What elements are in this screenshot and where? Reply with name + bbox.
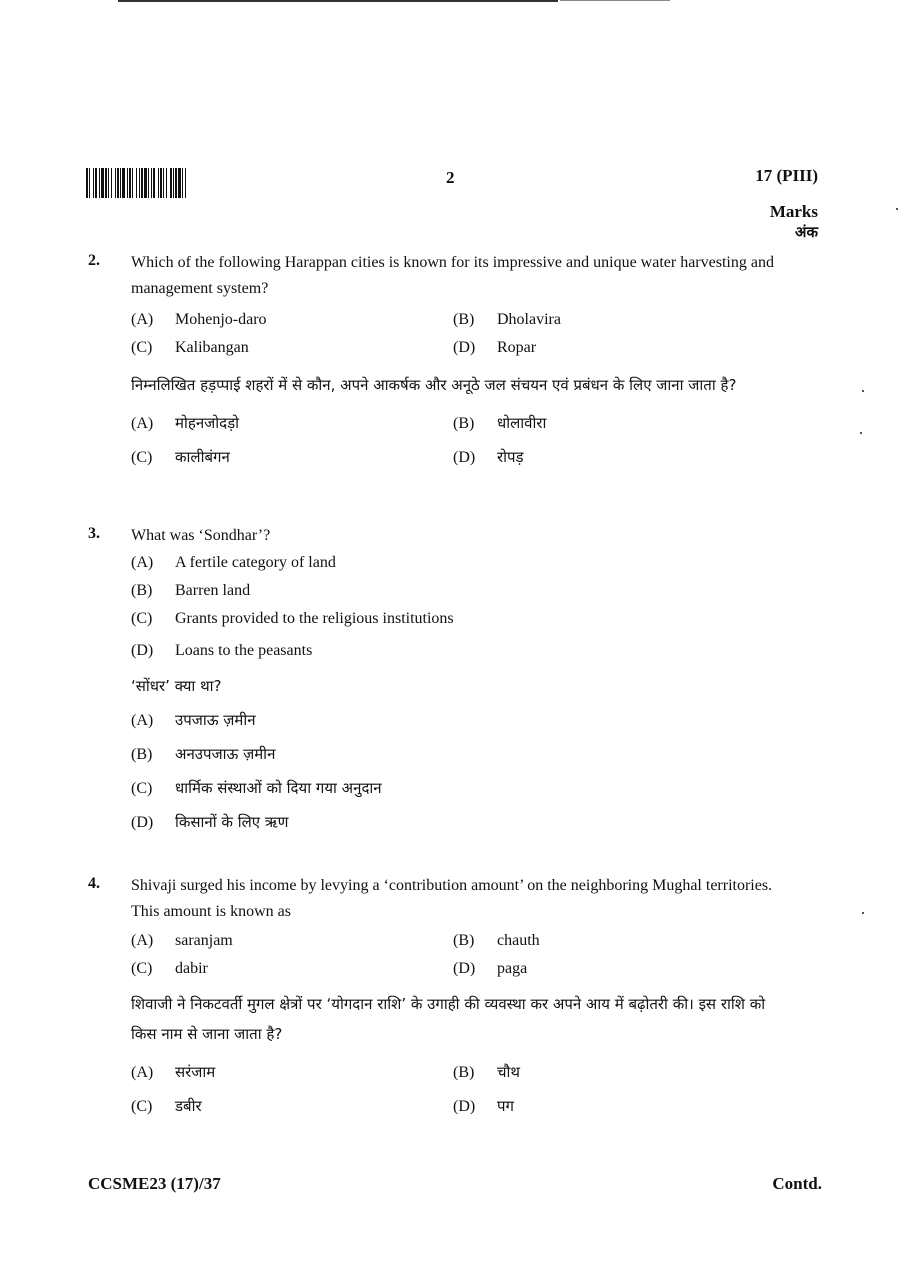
marks-label-hi: अंक: [795, 223, 818, 242]
options-en: [131, 927, 788, 983]
option-c-en: [131, 605, 788, 633]
barcode-bar: [122, 168, 125, 198]
option-text: पग: [497, 1097, 514, 1115]
option-b-en: [453, 306, 775, 334]
option-text: Barren land: [175, 582, 251, 599]
barcode-bar: [173, 168, 174, 198]
options-hi: [131, 406, 788, 474]
option-text: paga: [497, 960, 528, 977]
barcode-bar: [120, 168, 121, 198]
option-c-en: [131, 955, 453, 983]
options-en: [131, 549, 788, 665]
option-label: (C): [131, 610, 153, 627]
option-d-hi: [453, 1089, 775, 1123]
option-d-en: [453, 955, 775, 983]
barcode-bar: [117, 168, 119, 198]
barcode-bar: [148, 168, 149, 198]
barcode-image: [86, 168, 278, 198]
barcode-bar: [182, 168, 183, 198]
page-number: 2: [446, 168, 455, 187]
option-a-hi: [131, 1055, 453, 1089]
option-c-hi: [131, 771, 788, 805]
option-d-en: [131, 637, 788, 665]
barcode-bar: [175, 168, 177, 198]
barcode-bar: [89, 168, 90, 198]
question-text-hi: ‘सोंधर’ क्या था?: [131, 677, 222, 695]
option-d-en: [453, 334, 775, 362]
question-text-en: Which of the following Harappan cities is known for its impressive and unique water harvesting and management system?: [131, 254, 774, 297]
option-a-hi: [131, 703, 788, 737]
option-text: Ropar: [497, 339, 537, 356]
option-text: Mohenjo-daro: [175, 311, 267, 328]
barcode-bar: [101, 168, 104, 198]
barcode-bar: [95, 168, 97, 198]
paper-code: 17 (PIII): [755, 166, 818, 185]
question-text-hi: निम्नलिखित हड़प्पाई शहरों में से कौन, अपने आकर्षक और अनूठे जल संचयन एवं प्रबंधन के लिए जाना जाता है?: [131, 376, 737, 394]
scan-speck: [896, 208, 898, 210]
barcode-bar: [158, 168, 159, 198]
option-label: (A): [131, 311, 154, 328]
option-label: (B): [453, 932, 475, 949]
option-a-hi: [131, 406, 453, 440]
option-text: dabir: [175, 960, 208, 977]
option-text: रोपड़: [497, 448, 524, 466]
barcode-bar: [129, 168, 131, 198]
barcode-bar: [151, 168, 152, 198]
barcode-bar: [108, 168, 109, 198]
barcode-bar: [132, 168, 133, 198]
option-label: (D): [453, 1098, 476, 1115]
barcode-bar: [170, 168, 172, 198]
footer-continued: Contd.: [772, 1174, 822, 1193]
question-text-en: What was ‘Sondhar’?: [131, 527, 271, 544]
question-3: [88, 523, 788, 839]
barcode-bar: [141, 168, 143, 198]
option-label: (C): [131, 960, 153, 977]
option-label: (D): [453, 339, 476, 356]
barcode-bar: [139, 168, 140, 198]
option-b-hi: [453, 1055, 775, 1089]
barcode-bar: [136, 168, 137, 198]
option-label: (A): [131, 712, 154, 729]
option-text: डबीर: [175, 1097, 202, 1115]
option-label: (C): [131, 1098, 153, 1115]
option-label: (A): [131, 1064, 154, 1081]
question-4: [88, 873, 788, 1123]
option-label: (C): [131, 339, 153, 356]
question-number: 3.: [88, 525, 100, 542]
option-text: Loans to the peasants: [175, 642, 313, 659]
option-b-en: [453, 927, 775, 955]
option-text: Dholavira: [497, 311, 561, 328]
top-rule: [118, 0, 558, 2]
option-text: अनउपजाऊ ज़मीन: [175, 745, 276, 763]
option-c-hi: [131, 440, 453, 474]
option-text: सरंजाम: [175, 1063, 216, 1081]
barcode-bar: [111, 168, 112, 198]
question-text-hi: शिवाजी ने निकटवर्ती मुगल क्षेत्रों पर ‘योगदान राशि’ के उगाही की व्यवस्था कर अपने आय में बढ़ोतरी की। इस राशि को किस नाम से जाना जाता है?: [131, 995, 766, 1043]
option-b-hi: [453, 406, 775, 440]
option-text: chauth: [497, 932, 540, 949]
question-number: 4.: [88, 875, 100, 892]
option-label: (C): [131, 780, 153, 797]
option-label: (B): [131, 746, 153, 763]
barcode-bar: [185, 168, 186, 198]
barcode-bar: [115, 168, 116, 198]
barcode-bar: [144, 168, 147, 198]
barcode-bar: [86, 168, 88, 198]
barcode-bar: [105, 168, 107, 198]
barcode-bar: [178, 168, 181, 198]
option-text: Kalibangan: [175, 339, 249, 356]
option-label: (D): [131, 642, 154, 659]
option-text: Grants provided to the religious institutions: [175, 610, 454, 627]
option-b-en: [131, 577, 788, 605]
option-text: धार्मिक संस्थाओं को दिया गया अनुदान: [175, 779, 382, 797]
option-a-en: [131, 549, 788, 577]
option-text: उपजाऊ ज़मीन: [175, 711, 256, 729]
barcode-bar: [153, 168, 155, 198]
option-label: (D): [453, 960, 476, 977]
options-en: [131, 306, 788, 362]
option-label: (B): [453, 1064, 475, 1081]
scan-speck: [862, 390, 864, 392]
option-label: (B): [453, 311, 475, 328]
option-label: (C): [131, 449, 153, 466]
barcode-bar: [160, 168, 162, 198]
option-text: saranjam: [175, 932, 233, 949]
barcode-bar: [93, 168, 94, 198]
question-text-en: Shivaji surged his income by levying a ‘contribution amount’ on the neighboring Mughal territories. This amount is known as: [131, 877, 773, 920]
option-a-en: [131, 927, 453, 955]
footer-paper-code: CCSME23 (17)/37: [88, 1174, 221, 1193]
option-label: (B): [131, 582, 153, 599]
option-text: धोलावीरा: [497, 414, 547, 432]
option-d-hi: [453, 440, 775, 474]
option-text: A fertile category of land: [175, 554, 336, 571]
option-a-en: [131, 306, 453, 334]
option-text: किसानों के लिए ऋण: [175, 813, 289, 831]
option-label: (A): [131, 554, 154, 571]
barcode-bar: [163, 168, 164, 198]
option-c-hi: [131, 1089, 453, 1123]
scan-speck: [860, 432, 862, 434]
marks-label-en: Marks: [769, 202, 818, 221]
option-c-en: [131, 334, 453, 362]
options-hi: [131, 1055, 788, 1123]
marks-heading: [770, 201, 818, 243]
option-text: चौथ: [497, 1063, 520, 1081]
question-2: [88, 250, 788, 474]
barcode-bar: [166, 168, 167, 198]
option-label: (B): [453, 415, 475, 432]
option-text: मोहनजोदड़ो: [175, 414, 240, 432]
barcode-bar: [127, 168, 128, 198]
option-text: कालीबंगन: [175, 448, 230, 466]
top-rule-secondary: [560, 0, 670, 1]
option-label: (A): [131, 415, 154, 432]
option-label: (D): [131, 814, 154, 831]
question-number: 2.: [88, 252, 100, 269]
option-b-hi: [131, 737, 788, 771]
option-label: (A): [131, 932, 154, 949]
options-hi: [131, 703, 788, 839]
scan-speck: [862, 912, 864, 914]
barcode-bar: [99, 168, 100, 198]
option-d-hi: [131, 805, 788, 839]
option-label: (D): [453, 449, 476, 466]
